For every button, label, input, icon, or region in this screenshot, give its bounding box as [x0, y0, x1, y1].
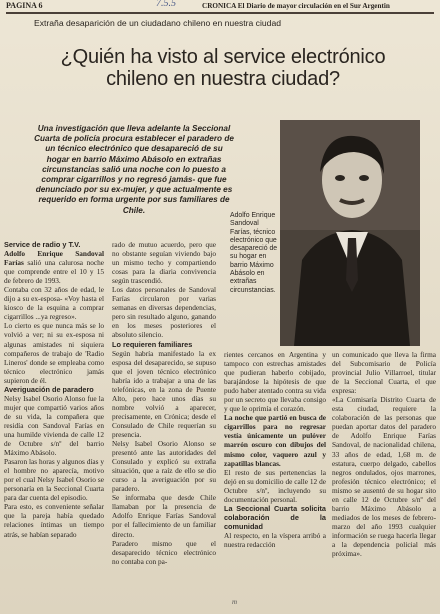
subhead: Service de radio y T.V.: [4, 240, 81, 249]
subhead: Lo requieren familiares: [112, 339, 193, 349]
article-paragraph-bold: La noche que partió en busca de cigarrillos para no regresar vestía únicamente un pulóver marrón oscuro con dibujos del mismo color, vaquero azul y zapatillas blancas.: [224, 413, 326, 468]
column-1: [4, 240, 104, 539]
article-paragraph: El resto de sus pertenencias la dejó en su domicilio de calle 12 de Octubre s/nº, incluyendo su documentación personal.: [224, 467, 326, 504]
portrait-illustration: [280, 120, 420, 346]
handwritten-date: 7.5.5: [156, 0, 176, 9]
masthead: [6, 0, 434, 14]
headline-line-2: chileno en nuestra ciudad?: [106, 68, 340, 91]
headline-line-1: ¿Quién ha visto al service electrónico: [60, 46, 386, 69]
article-paragraph: [4, 249, 104, 285]
portrait-photo: [280, 120, 420, 346]
article-paragraph: Los datos personales de Sandoval Farías circularon por varias semanas en diversas dependencias, pero sin resultado alguno, ganando en los meses posteriores el absoluto silencio.: [112, 285, 216, 340]
article-paragraph: un comunicado que lleva la firma del Subcomisario de Policía provincial Julio Villarroel, titular de la Seccional Cuarta, el que expresa:: [332, 350, 436, 396]
article-paragraph: Según habría manifestado la ex esposa del desaparecido, se supuso que el joven técnico electrónico habría ido a trabajar a una de las telefónicas, en la zona de Puente Alto, pero hace unos días su nombre volvió a aparecer, precisamente, en Crónica; desde el Consulado de Chile requerían su presencia.: [112, 348, 216, 439]
column-2: [112, 240, 216, 566]
article-paragraph: Nelsy Isabel Osorio Alonso fue la mujer que compartió varios años de su vida, la compañera que residía con Sandoval Farías en una humilde vivienda de calle 12 de Octubre s/nº del barrio Máximo Abásolo.: [4, 393, 104, 458]
paragraph-text: salió una calurosa noche que comprende entre el 10 y 15 de febrero de 1993.: [4, 258, 104, 286]
lede-paragraph: Una investigación que lleva adelante la Seccional Cuarta de policía procura establecer el paradero de un técnico electrónico que desapareció de su hogar en barrio Máximo Abásolo en extrañas circunstancias salió una noche con lo puesto a comprar cigarrillos y no regresó jamás- que fue denunciado por su ex-mujer, y que actualmente es requerido en forma urgente por sus familiares de Chile.: [34, 124, 234, 215]
subhead: La Seccional Cuarta solicita colaboración de la comunidad: [224, 503, 326, 531]
kicker: Extraña desaparición de un ciudadano chileno en nuestra ciudad: [34, 18, 282, 28]
article-paragraph: Pasaron las horas y algunos días y el hombre no aparecía, motivo por el cual Nelsy Isabel Osorio se personaría en la Seccional Cuarta para dar cuenta del episodio.: [4, 457, 104, 503]
column-4: [332, 350, 436, 558]
publication-name: CRONICA El Diario de mayor circulación en el Sur Argentin: [202, 2, 390, 10]
column-3: [224, 350, 326, 549]
article-paragraph: Para esto, es conveniente señalar que la pareja había quedado relaciones íntimas un tiempo atrás, se habían separado: [4, 502, 104, 539]
article-paragraph: Contaba con 32 años de edad, le dijo a su ex-esposa- «Voy hasta el kiosco de la esquina a comprar cigarrillos ...ya regreso».: [4, 285, 104, 322]
person-name: Adolfo Enrique Sandoval Farías: [4, 249, 104, 268]
handwritten-mark: m: [232, 598, 238, 606]
article-paragraph: Se informaba que desde Chile llamaban por la presencia de Adolfo Enrique Farías Sandoval por el fallecimiento de un familiar directo.: [112, 493, 216, 539]
article-paragraph: rientes cercanos en Argentina y tampoco con estrechas amistades que pudieran haberlo cobijado, barajándose la hipótesis de que pudo haber atentado contra su vida por un secreto que llevaba consigo y que le oprimía el corazón.: [224, 350, 326, 414]
subhead: Averiguación de paradero: [4, 384, 94, 394]
headline: [18, 46, 428, 90]
article-paragraph: Nelsy Isabel Osorio Alonso se presentó ante las autoridades del Consulado y explicó su extraña situación, que a raíz de ello se dio curso a la averiguación por su paradero.: [112, 439, 216, 494]
article-paragraph: «La Comisaría Distrito Cuarta de esta ciudad, requiere la colaboración de las personas que puedan aportar datos del paradero de Adolfo Enrique Farías Sandoval, de nacionalidad chilena, 33 años de edad, 1,68 m. de estatura, cuerpo delgado, cabellos negros ondulados, ojos marrones, profesión técnico electrónico; el mismo se ausentó de su hogar sito en calle 12 de Octubre s/nº del barrio Máximo Abásolo a mediados de los meses de febrero-marzo del año 1993 cualquier información se ruega hacerla llegar a la dependencia policial más próxima».: [332, 395, 436, 559]
article-paragraph: Al respecto, en la víspera arribó a nuestra redacción: [224, 530, 326, 549]
photo-caption: Adolfo Enrique Sandoval Farías, técnico electrónico que desapareció de su hogar en barrio Máximo Abásolo en extrañas circunstancias.: [230, 212, 278, 294]
page-number: PAGINA 6: [6, 1, 43, 10]
article-paragraph: Paradero mismo que el desaparecido técnico electrónico no contaba con pa-: [112, 538, 216, 566]
article-paragraph: Lo cierto es que nunca más se lo volvió a ver; ni su ex-esposa ni algunas amistades ni siquiera compañeros de trabajo de 'Radio Lineros' donde se empleaba como técnico electrónico jamás supieron de él.: [4, 321, 104, 385]
article-paragraph: rado de mutuo acuerdo, pero que no obstante seguían viviendo bajo un mismo techo y compartiendo cosas para la diaria convivencia según trascendió.: [112, 240, 216, 286]
